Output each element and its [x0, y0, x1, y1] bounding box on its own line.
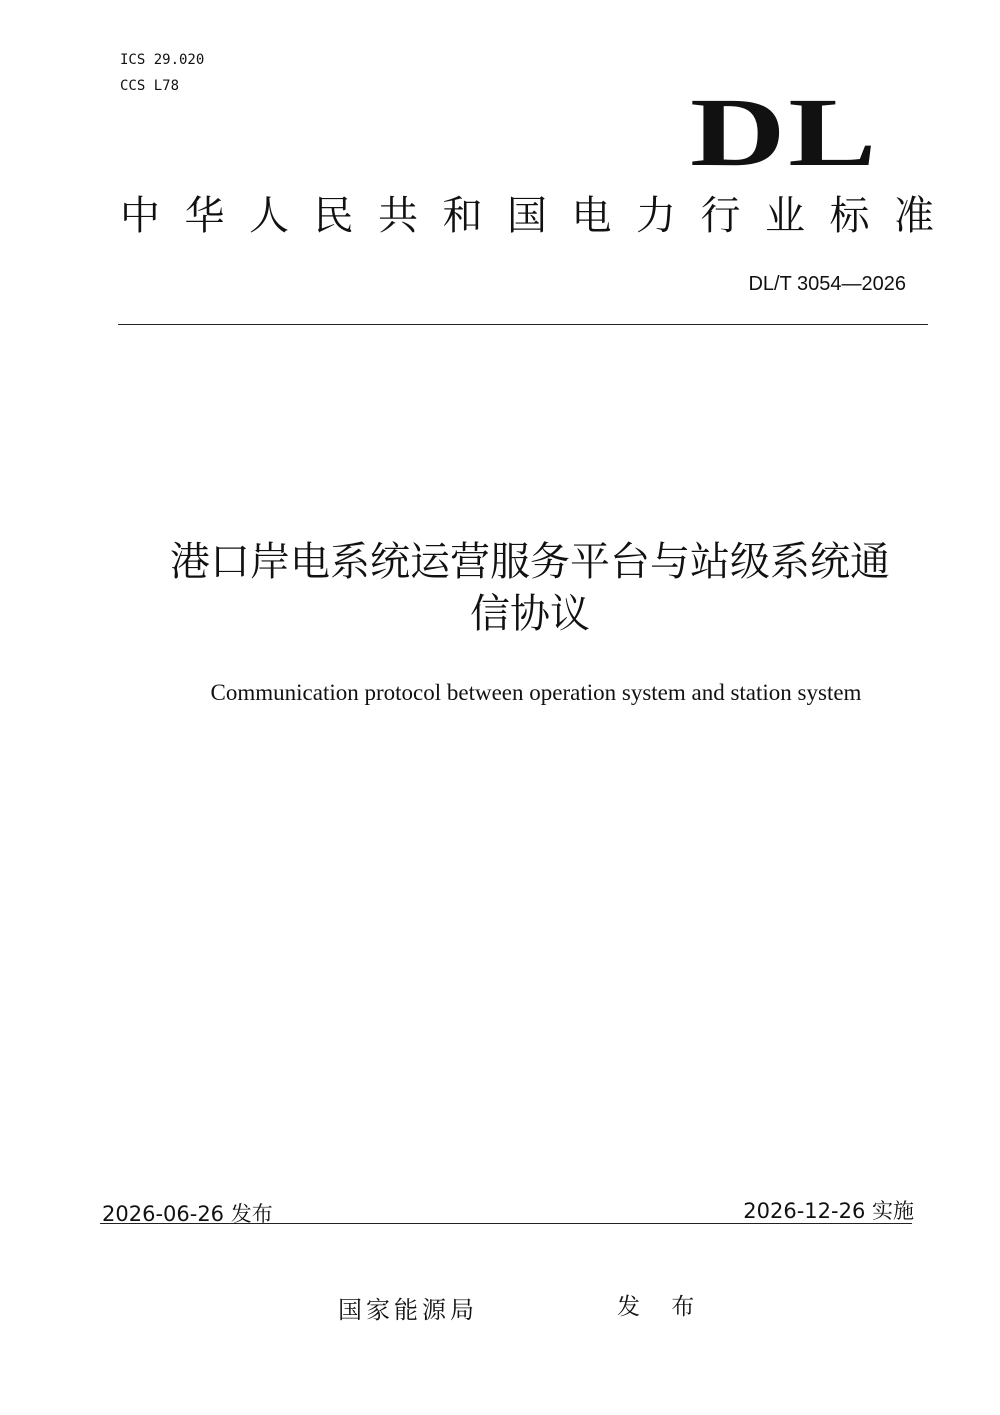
document-title-line-2: 信协议 [470, 591, 590, 637]
ics-code: ICS 29.020 [120, 52, 205, 68]
ccs-code: CCS L78 [120, 78, 180, 94]
document-title-line-1: 港口岸电系统运营服务平台与站级系统通 [170, 539, 890, 585]
effective-date: 2026-12-26 实施 [743, 1199, 914, 1223]
standard-number: DL/T 3054—2026 [748, 273, 906, 295]
dl-logo: DL [690, 79, 880, 187]
document-title [100, 536, 960, 640]
publish-date: 2026-06-26 发布 [102, 1202, 273, 1226]
issue-label: 发 布 [617, 1294, 707, 1320]
header-divider [118, 324, 928, 325]
industry-standard-title: 中华人民共和国电力行业标准 [120, 193, 959, 239]
footer-divider [100, 1223, 912, 1224]
issuing-authority: 国家能源局 [338, 1296, 478, 1324]
english-title: Communication protocol between operation system and station system [210, 680, 862, 705]
